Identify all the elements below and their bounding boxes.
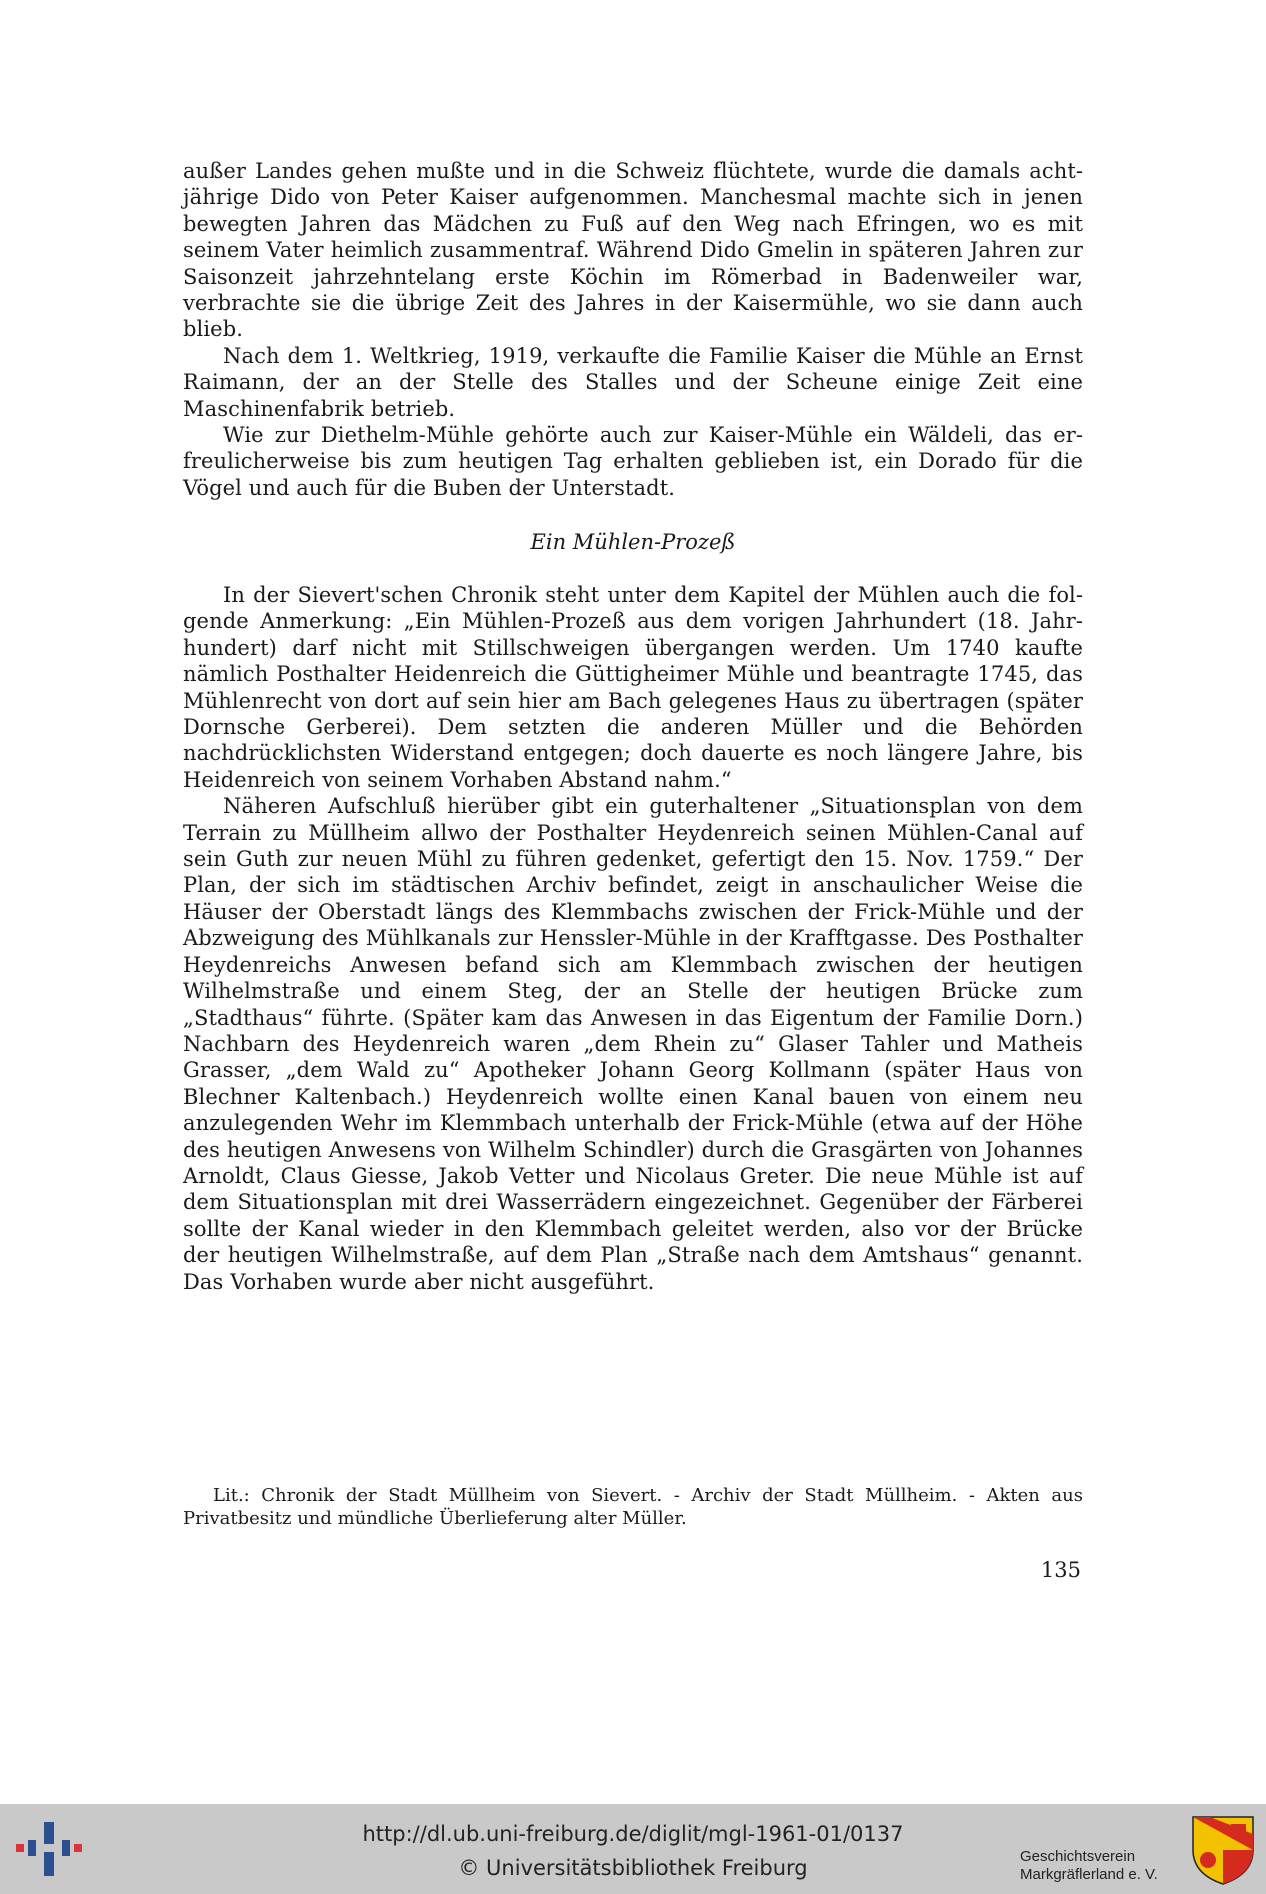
society-name-line-2: Markgräflerland e. V. [1020, 1866, 1158, 1883]
paragraph: außer Landes gehen mußte und in die Schweiz flüchtete, wurde die damals achtjährige Dido von Peter Kaiser aufgenommen. Manchesmal machte sich in jenen bewegten Jahren das Mädchen zu Fuß auf den Weg nach Efringen, wo es mit seinem Vater heimlich zusammentraf. Während Dido Gmelin in späteren Jahren zur Saisonzeit jahrzehntelang erste Köchin im Römerbad in Badenweiler war, verbrachte sie die übrige Zeit des Jahres in der Kaisermühle, wo sie dann auch blieb. [183, 159, 1083, 342]
page-number: 135 [1040, 1558, 1081, 1582]
body-text-block-1 [183, 158, 1083, 501]
viewer-footer-bar [0, 1804, 1266, 1894]
section-heading: Ein Mühlen-Prozeß [530, 530, 736, 554]
literature-footnote [183, 1484, 1083, 1530]
copyright-notice: © Universitätsbibliothek Freiburg [458, 1856, 808, 1880]
paragraph: Näheren Aufschluß hierüber gibt ein guterhaltener „Situationsplan von dem Terrain zu Müllheim allwo der Posthalter Heydenreich seinen Mühlen-Canal auf sein Guth zur neuen Mühl zu führen gedenket, gefertigt den 15. Nov. 1759.“ Der Plan, der sich im städtischen Archiv befindet, zeigt in anschaulicher Weise die Häuser der Oberstadt längs des Klemmbachs zwischen der Frick-Mühle und der Abzweigung des Mühlkanals zur Henssler-Mühle in der Krafftgasse. Des Posthalter Heydenreichs Anwesen befand sich am Klemmbach zwischen der heutigen Wilhelmstraße und einem Steg, der an Stelle der heutigen Brücke zum „Stadthaus“ führte. (Später kam das Anwesen in das Eigentum der Familie Dorn.) Nachbarn des Heydenreich waren „dem Rhein zu“ Glaser Tahler und Matheis Grasser, „dem Wald zu“ Apotheker Johann Georg Kollmann (später Haus von Blechner Kaltenbach.) Heydenreich wollte einen Kanal bauen von einem neu anzulegenden Wehr im Klemmbach unterhalb der Frick-Mühle (etwa auf der Höhe des heutigen Anwesens von Wilhelm Schindler) durch die Grasgärten von Johannes Arnoldt, Claus Giesse, Jakob Vetter und Nicolaus Greter. Die neue Mühle ist auf dem Situationsplan mit drei Wasserrädern eingezeichnet. Gegenüber der Färberei sollte der Kanal wieder in den Klemmbach geleitet werden, also vor der Brücke der heutigen Wilhelmstraße, auf dem Plan „Straße nach dem Amtshaus“ genannt. Das Vorhaben wurde aber nicht ausgeführt. [183, 794, 1083, 1294]
coat-of-arms-icon[interactable] [1190, 1814, 1256, 1886]
paragraph: In der Sievert'schen Chronik steht unter dem Kapitel der Mühlen auch die folgende Anmerkung: „Ein Mühlen-Prozeß aus dem vorigen Jahrhundert (18. Jahrhundert) darf nicht mit Stillschweigen übergangen werden. Um 1740 kaufte nämlich Posthalter Heidenreich die Güttigheimer Mühle und beantragte 1745, das Mühlenrecht von dort auf sein hier am Bach gelegenes Haus zu übertragen (später Dornsche Gerberei). Dem setzten die anderen Müller und die Behörden nachdrücklichsten Widerstand entgegen; doch dauerte es noch längere Jahre, bis Heidenreich von seinem Vorhaben Abstand nahm.“ [183, 583, 1083, 792]
document-url-link[interactable]: http://dl.ub.uni-freiburg.de/diglit/mgl-1961-01/0137 [362, 1822, 904, 1846]
paragraph: Nach dem 1. Weltkrieg, 1919, verkaufte die Familie Kaiser die Mühle an Ernst Raimann, der an der Stelle des Stalles und der Scheune einige Zeit eine Maschinenfabrik betrieb. [183, 343, 1083, 421]
society-name-line-1: Geschichtsverein [1020, 1848, 1136, 1865]
paragraph: Wie zur Diethelm-Mühle gehörte auch zur Kaiser-Mühle ein Wäldeli, das erfreulicherweise bis zum heutigen Tag erhalten geblieben ist, ein Dorado für die Vögel und auch für die Buben der Unterstadt. [183, 423, 1083, 500]
body-text-block-2 [183, 582, 1083, 1295]
society-name[interactable] [1020, 1848, 1185, 1884]
footnote-text: Lit.: Chronik der Stadt Müllheim von Sievert. - Archiv der Stadt Müllheim. - Akten aus Privatbesitz und mündliche Überlieferung alter Müller. [183, 1485, 1083, 1529]
